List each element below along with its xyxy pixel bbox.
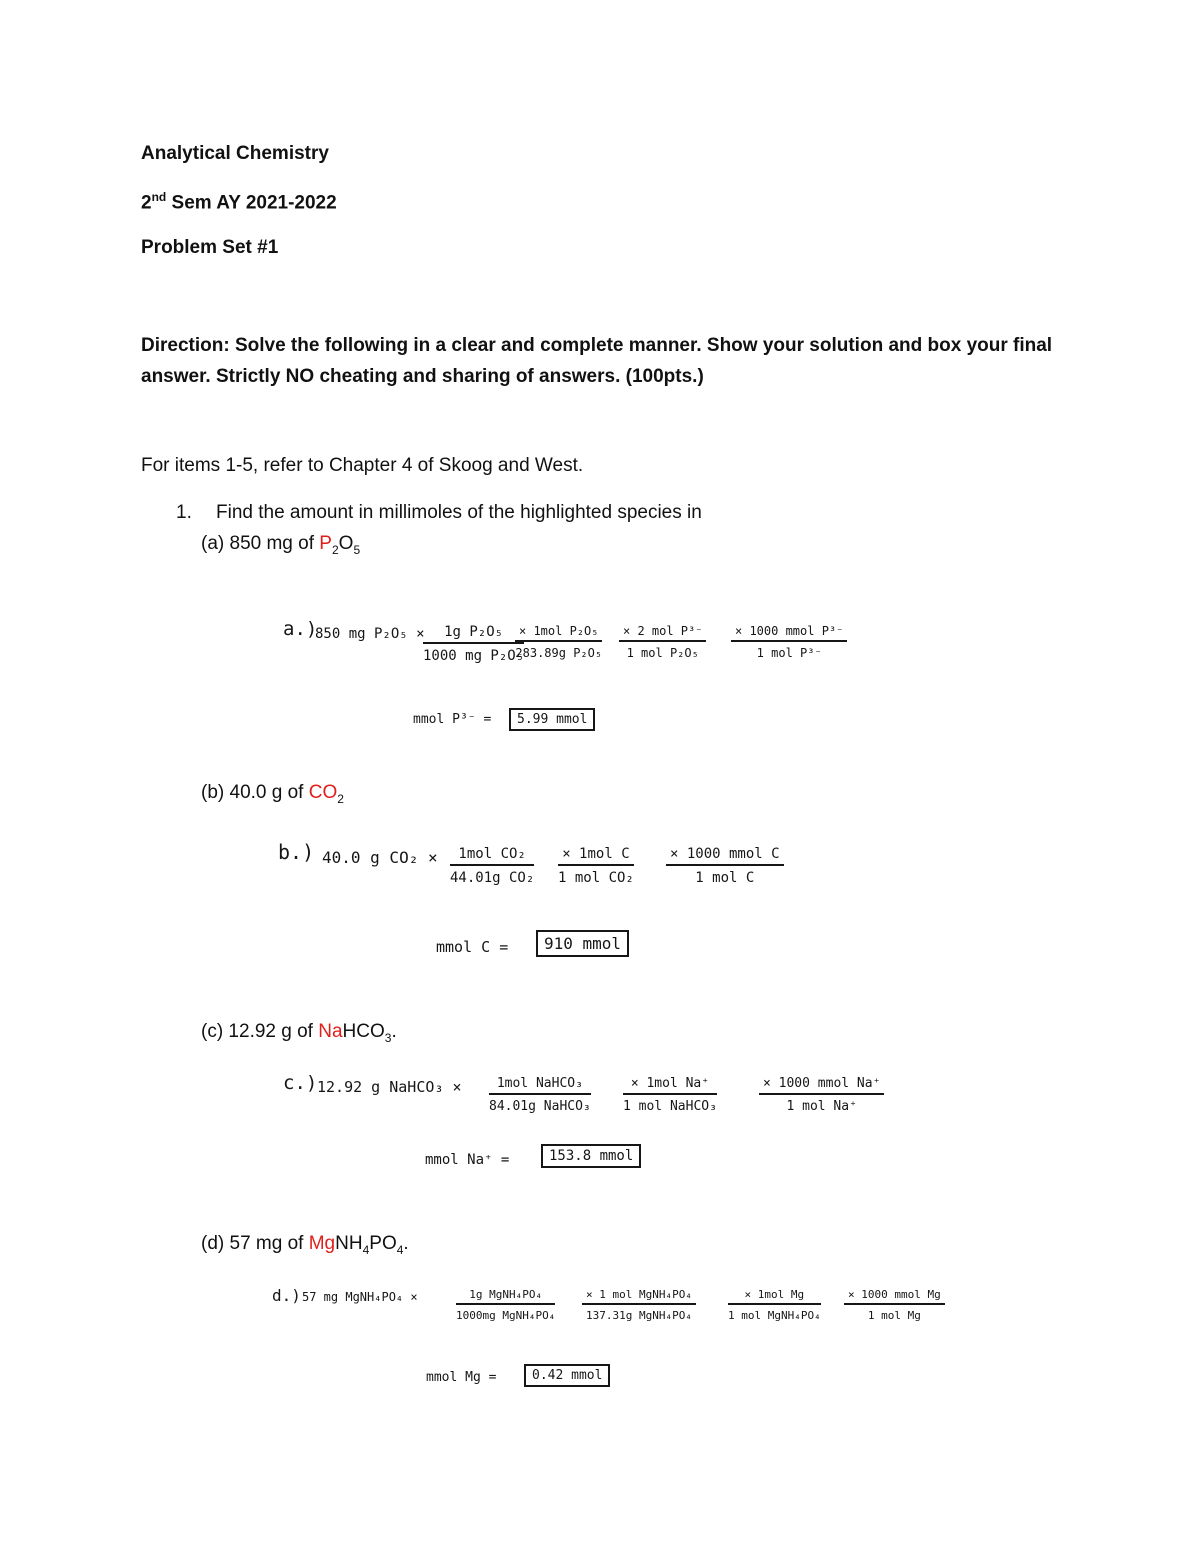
part-c-label: (c) 12.92 g of NaHCO$_3$. xyxy=(201,1021,397,1045)
solution-a xyxy=(283,612,863,742)
solution-d-fraction-1: 1g MgNH₄PO₄ 1000mg MgNH₄PO₄ xyxy=(456,1288,556,1322)
solution-b-fraction-3: × 1000 mmol C 1 mol C xyxy=(666,846,784,886)
solution-a-fraction-2: × 1mol P₂O₅ 283.89g P₂O₅ xyxy=(515,624,603,660)
solution-a-result-label: mmol P³⁻ = xyxy=(413,712,492,727)
part-a-label: (a) 850 mg of $P_2O_5$ xyxy=(201,533,361,557)
solution-c-fraction-1: 1mol NaHCO₃ 84.01g NaHCO₃ xyxy=(489,1076,591,1114)
solution-d-result-label: mmol Mg = xyxy=(426,1370,497,1385)
solution-c-start: 12.92 g NaHCO₃ × xyxy=(317,1078,462,1096)
solution-b-fraction-2: × 1mol C 1 mol CO₂ xyxy=(558,846,634,886)
directions-paragraph: Direction: Solve the following in a clear and complete manner. Show your solution and box your final answer. Strictly NO cheating and sharing of answers. (100pts.) xyxy=(141,335,1053,387)
solution-c-answer-box: 153.8 mmol xyxy=(541,1144,641,1168)
solution-b-label: b.) xyxy=(278,840,315,864)
solution-c-fraction-3: × 1000 mmol Na⁺ 1 mol Na⁺ xyxy=(759,1076,884,1114)
solution-a-fraction-1: 1g P₂O₅ 1000 mg P₂O₅ xyxy=(423,624,525,664)
solution-a-label: a.) xyxy=(283,618,318,640)
part-d-label: (d) 57 mg of $MgNH_4PO_4$. xyxy=(201,1233,409,1257)
solution-d-start: 57 mg MgNH₄PO₄ × xyxy=(302,1290,418,1304)
problem-set-title: Problem Set #1 xyxy=(141,237,279,258)
solution-d-answer-box: 0.42 mmol xyxy=(524,1364,610,1387)
solution-c-label: c.) xyxy=(283,1072,318,1094)
solution-d xyxy=(272,1284,972,1394)
solution-b xyxy=(278,838,838,968)
solution-c xyxy=(283,1068,923,1178)
solution-c-result-label: mmol Na⁺ = xyxy=(425,1152,510,1168)
solution-c-fraction-2: × 1mol Na⁺ 1 mol NaHCO₃ xyxy=(623,1076,717,1114)
solution-d-label: d.) xyxy=(272,1286,301,1305)
part-b-label: (b) 40.0 g of $CO_2$ xyxy=(201,782,344,806)
solution-d-fraction-2: × 1 mol MgNH₄PO₄ 137.31g MgNH₄PO₄ xyxy=(582,1288,696,1322)
solution-d-fraction-3: × 1mol Mg 1 mol MgNH₄PO₄ xyxy=(728,1288,821,1322)
course-title: Analytical Chemistry xyxy=(141,143,329,164)
solution-b-fraction-1: 1mol CO₂ 44.01g CO₂ xyxy=(450,846,535,886)
question-1: 1. Find the amount in millimoles of the highlighted species in xyxy=(176,502,702,523)
solution-a-fraction-3: × 2 mol P³⁻ 1 mol P₂O₅ xyxy=(619,624,706,660)
solution-b-answer-box: 910 mmol xyxy=(536,930,629,957)
solution-b-start: 40.0 g CO₂ × xyxy=(322,848,438,867)
solution-a-answer-box: 5.99 mmol xyxy=(509,708,595,731)
solution-d-fraction-4: × 1000 mmol Mg 1 mol Mg xyxy=(844,1288,945,1322)
solution-a-fraction-4: × 1000 mmol P³⁻ 1 mol P³⁻ xyxy=(731,624,847,660)
solution-b-result-label: mmol C = xyxy=(436,938,509,956)
semester-line: 2nd Sem AY 2021-2022 xyxy=(141,190,337,214)
intro-text: For items 1-5, refer to Chapter 4 of Skoog and West. xyxy=(141,455,584,476)
solution-a-start: 850 mg P₂O₅ × xyxy=(315,626,425,642)
